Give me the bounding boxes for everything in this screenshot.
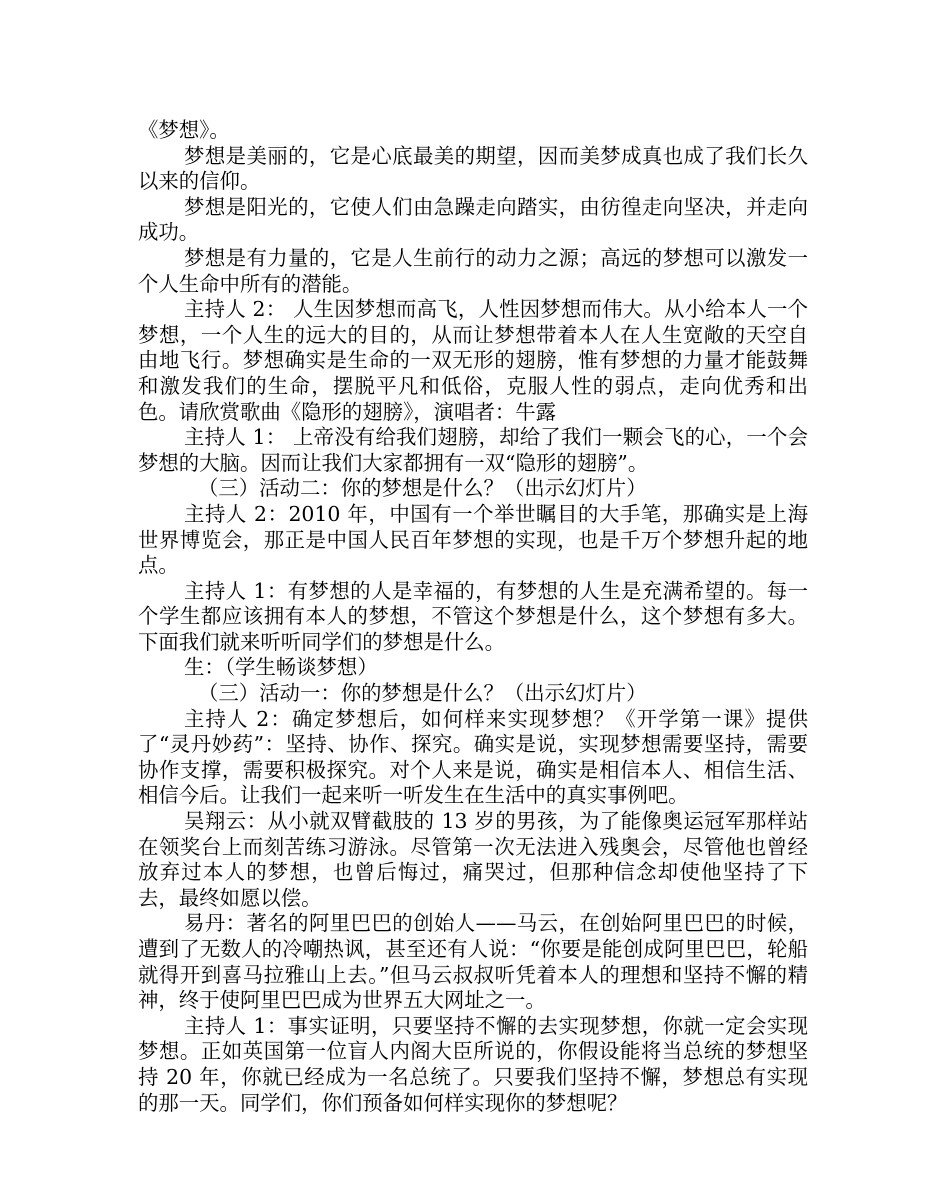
- paragraph: 梦想是美丽的，它是心底最美的期望，因而美梦成真也成了我们长久以来的信仰。: [138, 143, 808, 194]
- section-heading: （三）活动一：你的梦想是什么？（出示幻灯片）: [198, 681, 647, 706]
- paragraph: 梦想是阳光的，它使人们由急躁走向踏实，由彷徨走向坚决，并走向成功。: [138, 194, 808, 245]
- paragraph: 易丹：著名的阿里巴巴的创始人——马云，在创始阿里巴巴的时候，遭到了无数人的冷嘲热讽，甚至还有人说：“你要是能创成阿里巴巴，轮船就得开到喜马拉雅山上去。”但马云叔叔听凭着本人的理想和坚持不懈的精神，终于使阿里巴巴成为世界五大网址之一。: [138, 911, 808, 1013]
- paragraph: 主持人 2：确定梦想后，如何样来实现梦想？《开学第一课》提供了“灵丹妙药”：坚持、协作、探究。确实是说，实现梦想需要坚持，需要协作支撑，需要积极探究。对个人来是说，确实是相信本人、相信生活、相信今后。让我们一起来听一听发生在生活中的真实事例吧。: [138, 706, 808, 808]
- paragraph: 主持人 2：2010 年，中国有一个举世瞩目的大手笔，那确实是上海世界博览会，那正是中国人民百年梦想的实现，也是千万个梦想升起的地点。: [138, 501, 808, 578]
- paragraph: 生：（学生畅谈梦想）: [184, 655, 378, 680]
- document-page: [138, 118, 808, 1116]
- paragraph: 主持人 2： 人生因梦想而高飞，人性因梦想而伟大。从小给本人一个梦想，一个人生的远大的目的，从而让梦想带着本人在人生宽敞的天空自由地飞行。梦想确实是生命的一双无形的翅膀，惟有梦想的力量才能鼓舞和激发我们的生命，摆脱平凡和低俗，克服人性的弱点，走向优秀和出色。请欣赏歌曲《隐形的翅膀》，演唱者：牛露: [138, 297, 808, 424]
- paragraph: 主持人 1：事实证明，只要坚持不懈的去实现梦想，你就一定会实现梦想。正如英国第一位盲人内阁大臣所说的，你假设能将当总统的梦想坚持 20 年，你就已经成为一名总统了。只要我们坚持不懈，梦想总有实现的那一天。同学们，你们预备如何样实现你的梦想呢？: [138, 1013, 808, 1115]
- paragraph: 主持人 1：有梦想的人是幸福的，有梦想的人生是充满希望的。每一个学生都应该拥有本人的梦想，不管这个梦想是什么，这个梦想有多大。下面我们就来听听同学们的梦想是什么。: [138, 578, 808, 654]
- section-heading: （三）活动二：你的梦想是什么？（出示幻灯片）: [198, 476, 647, 501]
- paragraph: 吴翔云：从小就双臂截肢的 13 岁的男孩，为了能像奥运冠军那样站在领奖台上而刻苦练习游泳。尽管第一次无法进入残奥会，尽管他也曾经放弃过本人的梦想，也曾后悔过，痛哭过，但那种信念却使他坚持了下去，最终如愿以偿。: [138, 809, 808, 910]
- paragraph: 《梦想》。: [138, 118, 230, 142]
- paragraph: 主持人 1： 上帝没有给我们翅膀，却给了我们一颗会飞的心，一个会梦想的大脑。因而让我们大家都拥有一双“隐形的翅膀”。: [138, 425, 808, 475]
- paragraph: 梦想是有力量的，它是人生前行的动力之源；高远的梦想可以激发一个人生命中所有的潜能。: [138, 245, 808, 296]
